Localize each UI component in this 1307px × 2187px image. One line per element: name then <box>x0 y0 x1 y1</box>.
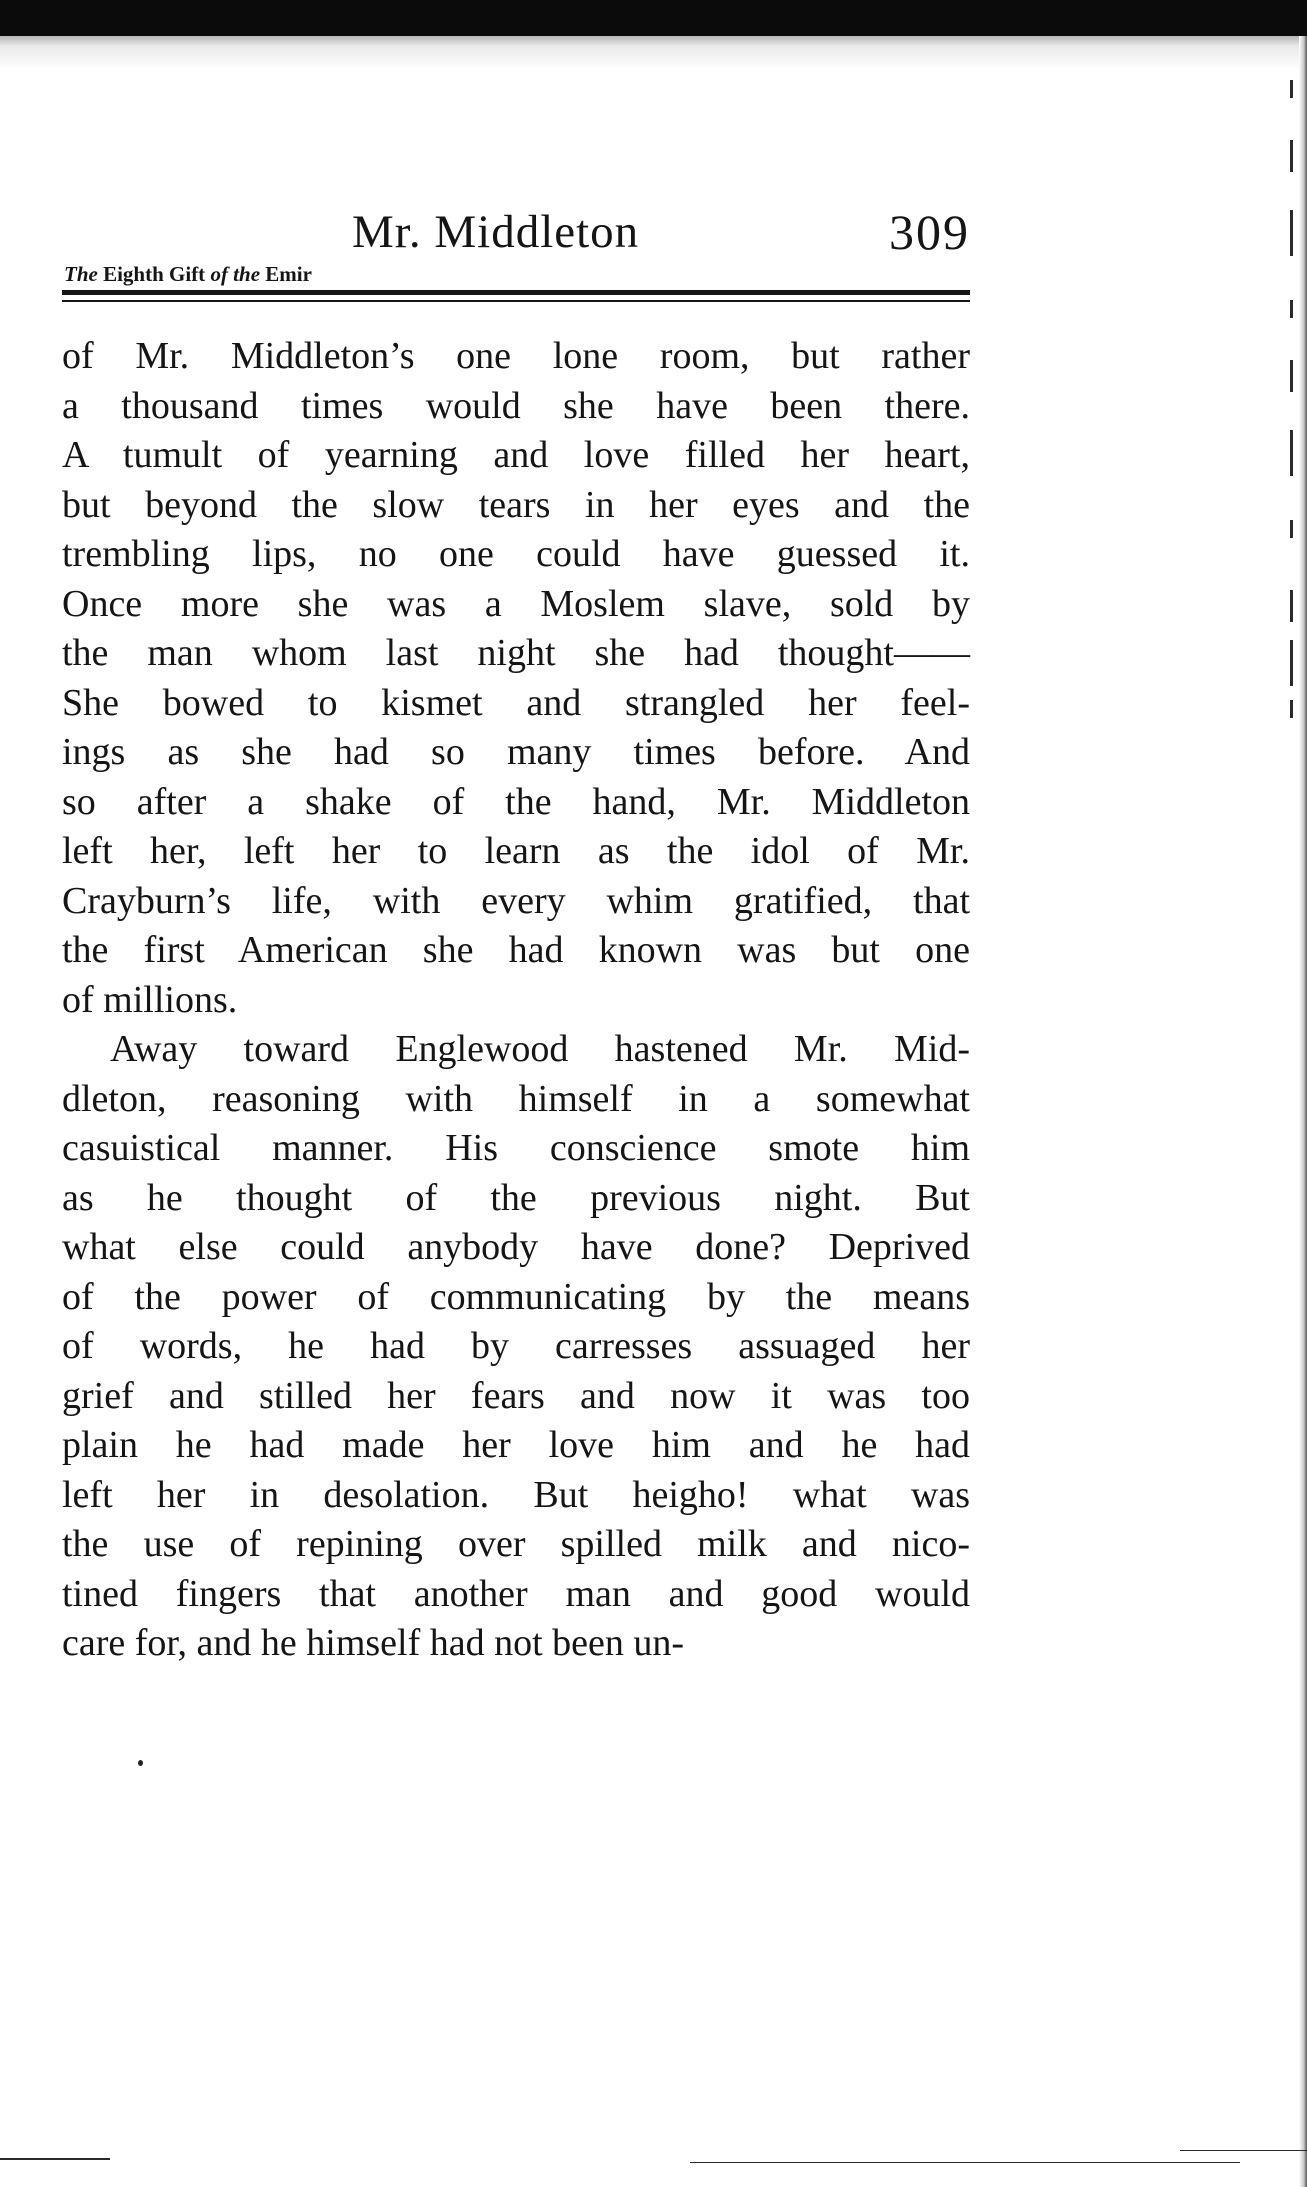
text-line: of words, he had by carresses assuaged her <box>62 1325 970 1367</box>
edge-speckle <box>1290 430 1293 476</box>
text-line: Once more she was a Moslem slave, sold by <box>62 582 970 625</box>
body-text <box>62 332 970 1669</box>
text-line: as he thought of the previous night. But <box>62 1176 970 1219</box>
edge-speckle <box>1290 590 1293 622</box>
book-title-part: of the <box>210 262 261 286</box>
text-line: a thousand times would she have been there. <box>62 384 970 427</box>
book-title <box>64 262 312 287</box>
edge-speckle <box>1290 140 1293 172</box>
text-line: left her, left her to learn as the idol of Mr. <box>62 830 970 872</box>
running-head <box>62 195 970 290</box>
text-line: but beyond the slow tears in her eyes and the <box>62 483 970 526</box>
scan-bottom-rule <box>1180 2150 1307 2151</box>
ink-speck <box>138 1760 143 1766</box>
book-title-part: Emir <box>260 262 312 286</box>
text-line: of Mr. Middleton’s one lone room, but rather <box>62 335 970 377</box>
edge-speckle <box>1290 700 1293 718</box>
text-line: so after a shake of the hand, Mr. Middleton <box>62 780 970 823</box>
text-line: the man whom last night she had thought—— <box>62 632 970 674</box>
chapter-title: Mr. Middleton <box>352 206 640 258</box>
text-line: what else could anybody have done? Deprived <box>62 1226 970 1268</box>
text-line: trembling lips, no one could have guessed it. <box>62 533 970 575</box>
page-number: 309 <box>889 204 970 260</box>
text-line: the use of repining over spilled milk and nico- <box>62 1523 970 1565</box>
header-double-rule <box>62 290 970 309</box>
edge-speckle <box>1290 210 1293 256</box>
edge-speckle <box>1290 300 1293 318</box>
text-line: Away toward Englewood hastened Mr. Mid- <box>110 1028 970 1070</box>
text-line: A tumult of yearning and love filled her heart, <box>62 434 970 476</box>
text-line: ings as she had so many times before. And <box>62 731 970 773</box>
scan-bottom-rule <box>0 2158 110 2160</box>
text-line: tined fingers that another man and good would <box>62 1572 970 1615</box>
edge-speckle <box>1290 80 1293 98</box>
text-line: left her in desolation. But heigho! what was <box>62 1473 970 1516</box>
text-line: plain he had made her love him and he had <box>62 1424 970 1466</box>
text-line: casuistical manner. His conscience smote him <box>62 1127 970 1169</box>
scan-bottom-rule <box>690 2162 1240 2163</box>
text-line: of the power of communicating by the means <box>62 1275 970 1318</box>
book-title-part: Eighth Gift <box>97 262 211 286</box>
edge-speckle <box>1290 520 1293 538</box>
edge-speckle <box>1290 640 1293 686</box>
text-line: care for, and he himself had not been un- <box>62 1622 685 1664</box>
scan-top-gradient <box>0 36 1307 70</box>
text-line: dleton, reasoning with himself in a somewhat <box>62 1077 970 1120</box>
text-line: grief and stilled her fears and now it was too <box>62 1374 970 1417</box>
text-line: Crayburn’s life, with every whim gratified, that <box>62 879 970 922</box>
scan-top-shadow <box>0 0 1307 36</box>
text-line: of millions. <box>62 978 238 1021</box>
text-line: She bowed to kismet and strangled her feel- <box>62 681 970 724</box>
book-page <box>62 195 970 1669</box>
edge-speckle <box>1290 360 1293 392</box>
book-title-part: The <box>64 262 98 286</box>
text-line: the first American she had known was but one <box>62 929 970 971</box>
scan-right-edge <box>1299 36 1307 2187</box>
